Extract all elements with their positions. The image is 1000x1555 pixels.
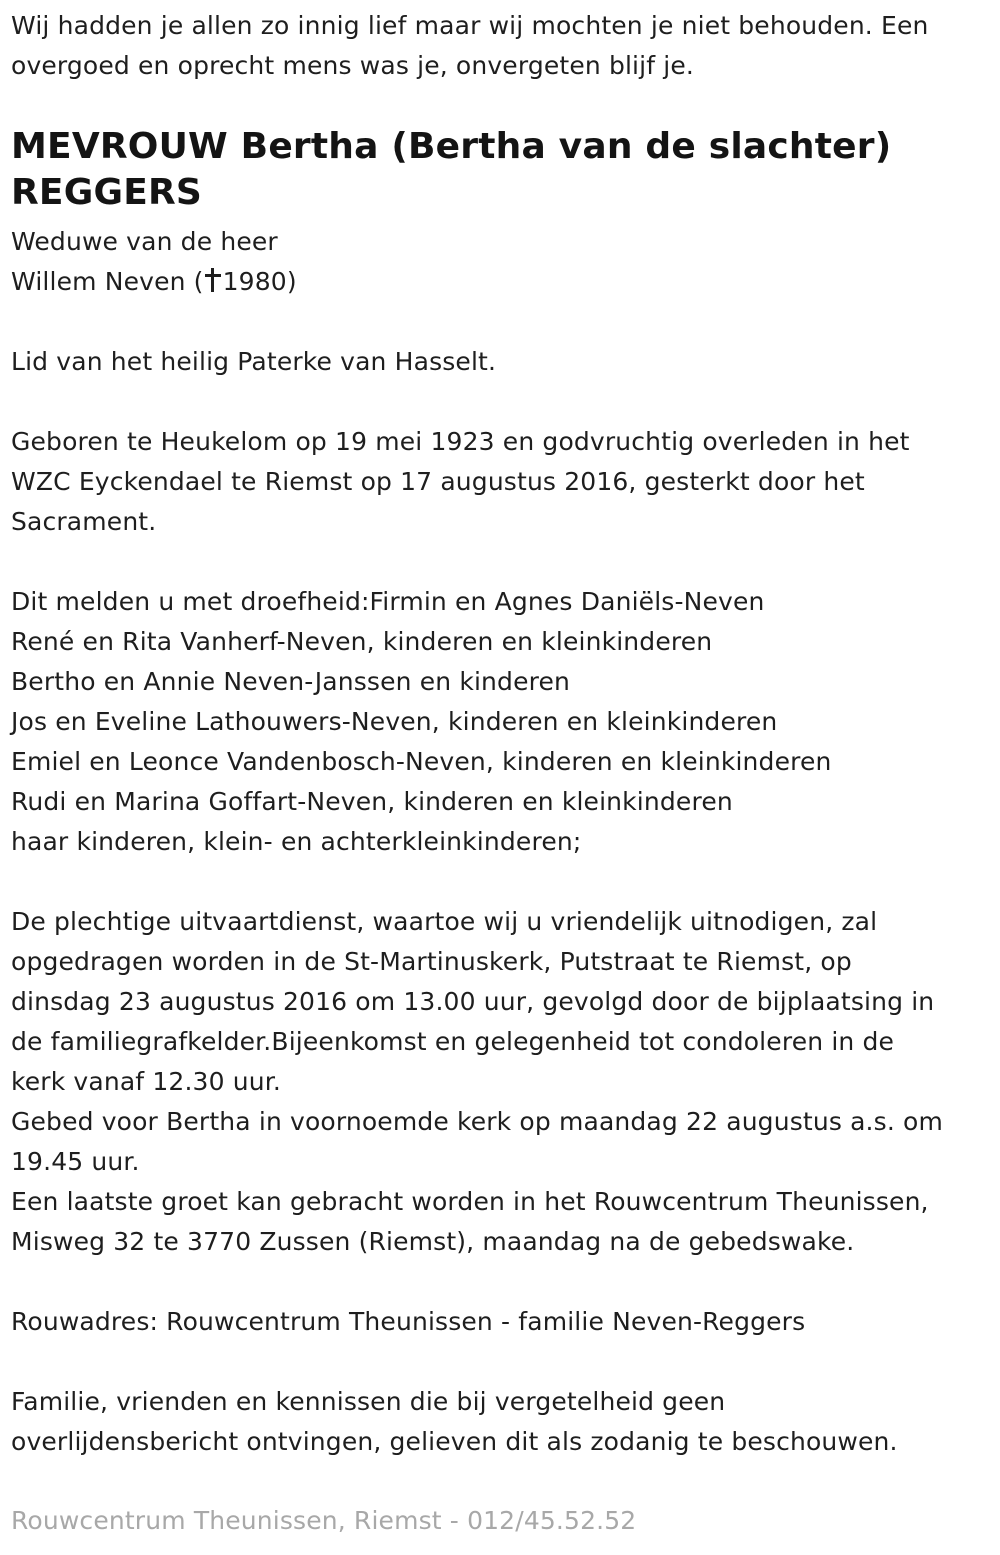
intro-line: Wij hadden je allen zo innig lief maar wij mochten je niet behouden. Een [11, 11, 929, 40]
family-list [11, 582, 832, 862]
service-line: Gebed voor Bertha in voornoemde kerk op maandag 22 augustus a.s. om [11, 1107, 943, 1136]
spouse-info [11, 222, 297, 302]
deceased-name-line: MEVROUW Bertha (Bertha van de slachter) [11, 126, 892, 167]
spouse-name-line [11, 262, 297, 302]
spouse-line: Weduwe van de heer [11, 227, 278, 256]
notice-line: Familie, vrienden en kennissen die bij vergetelheid geen [11, 1387, 726, 1416]
service-line: dinsdag 23 augustus 2016 om 13.00 uur, gevolgd door de bijplaatsing in [11, 987, 935, 1016]
membership-line: Lid van het heilig Paterke van Hasselt. [11, 347, 497, 376]
address-line: Rouwadres: Rouwcentrum Theunissen - familie Neven-Reggers [11, 1307, 806, 1336]
family-line: Dit melden u met droefheid:Firmin en Agnes Daniëls-Neven [11, 587, 765, 616]
service-line: Een laatste groet kan gebracht worden in het Rouwcentrum Theunissen, [11, 1187, 929, 1216]
footer-contact: Rouwcentrum Theunissen, Riemst - 012/45.52.52 [11, 1506, 637, 1535]
family-line: Emiel en Leonce Vandenbosch-Neven, kinderen en kleinkinderen [11, 747, 832, 776]
birth-death-paragraph [11, 422, 910, 542]
notice-paragraph [11, 1382, 898, 1462]
intro-line: overgoed en oprecht mens was je, onvergeten blijf je. [11, 51, 695, 80]
service-line: 19.45 uur. [11, 1147, 140, 1176]
cross-icon [205, 267, 221, 293]
intro-verse [11, 6, 928, 86]
service-line: opgedragen worden in de St-Martinuskerk, Putstraat te Riemst, op [11, 947, 852, 976]
family-line: Bertho en Annie Neven-Janssen en kinderen [11, 667, 571, 696]
notice-line: overlijdensbericht ontvingen, gelieven dit als zodanig te beschouwen. [11, 1427, 898, 1456]
deceased-name-line: REGGERS [11, 172, 203, 213]
birth-death-line: WZC Eyckendael te Riemst op 17 augustus 2016, gesterkt door het [11, 467, 865, 496]
family-line: Rudi en Marina Goffart-Neven, kinderen en kleinkinderen [11, 787, 733, 816]
family-line: René en Rita Vanherf-Neven, kinderen en kleinkinderen [11, 627, 713, 656]
service-line: kerk vanaf 12.30 uur. [11, 1067, 281, 1096]
mourning-address [11, 1302, 805, 1342]
family-line: Jos en Eveline Lathouwers-Neven, kinderen en kleinkinderen [11, 707, 778, 736]
deceased-name [11, 124, 891, 216]
spouse-death-year: 1980) [222, 267, 297, 296]
service-line: Misweg 32 te 3770 Zussen (Riemst), maandag na de gebedswake. [11, 1227, 855, 1256]
membership [11, 342, 496, 382]
family-line: haar kinderen, klein- en achterkleinkinderen; [11, 827, 582, 856]
service-details [11, 902, 943, 1262]
service-line: de familiegrafkelder.Bijeenkomst en gelegenheid tot condoleren in de [11, 1027, 895, 1056]
birth-death-line: Geboren te Heukelom op 19 mei 1923 en godvruchtig overleden in het [11, 427, 910, 456]
service-line: De plechtige uitvaartdienst, waartoe wij u vriendelijk uitnodigen, zal [11, 907, 878, 936]
birth-death-line: Sacrament. [11, 507, 157, 536]
spouse-name: Willem Neven ( [11, 267, 204, 296]
